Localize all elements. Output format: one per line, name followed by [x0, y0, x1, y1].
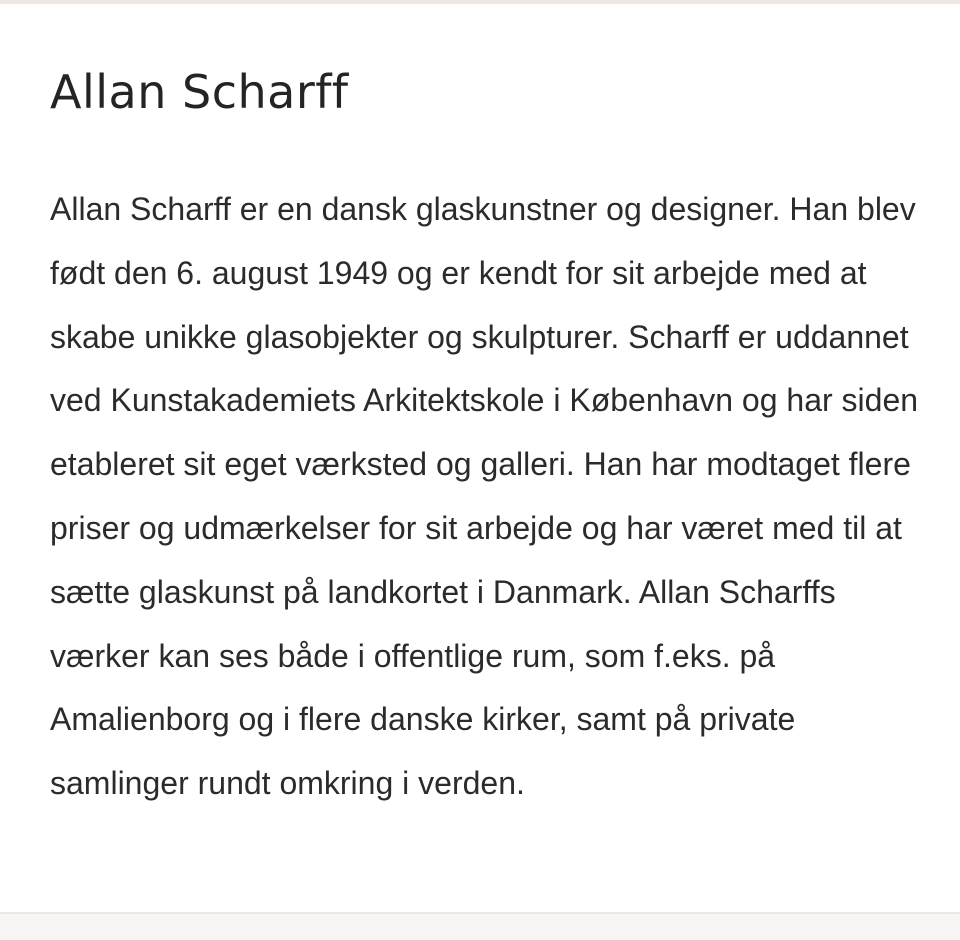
bottom-divider: [0, 912, 960, 940]
page-title: Allan Scharff: [50, 65, 349, 119]
bio-paragraph: Allan Scharff er en dansk glaskunstner og designer. Han blev født den 6. august 1949 og er kendt for sit arbejde med at skabe unikke glasobjekter og skulpturer. Scharff er uddannet ved Kunstakademiets Arkitektskole i København og har siden etableret sit eget værksted og galleri. Han har modtaget flere priser og udmærkelser for sit arbejde og har været med til at sætte glaskunst på landkortet i Danmark. Allan Scharffs værker kan ses både i offentlige rum, som f.eks. på Amalienborg og i flere danske kirker, samt på private samlinger rundt omkring i verden.: [50, 191, 919, 802]
top-divider: [0, 0, 960, 4]
article-content: [50, 60, 920, 816]
